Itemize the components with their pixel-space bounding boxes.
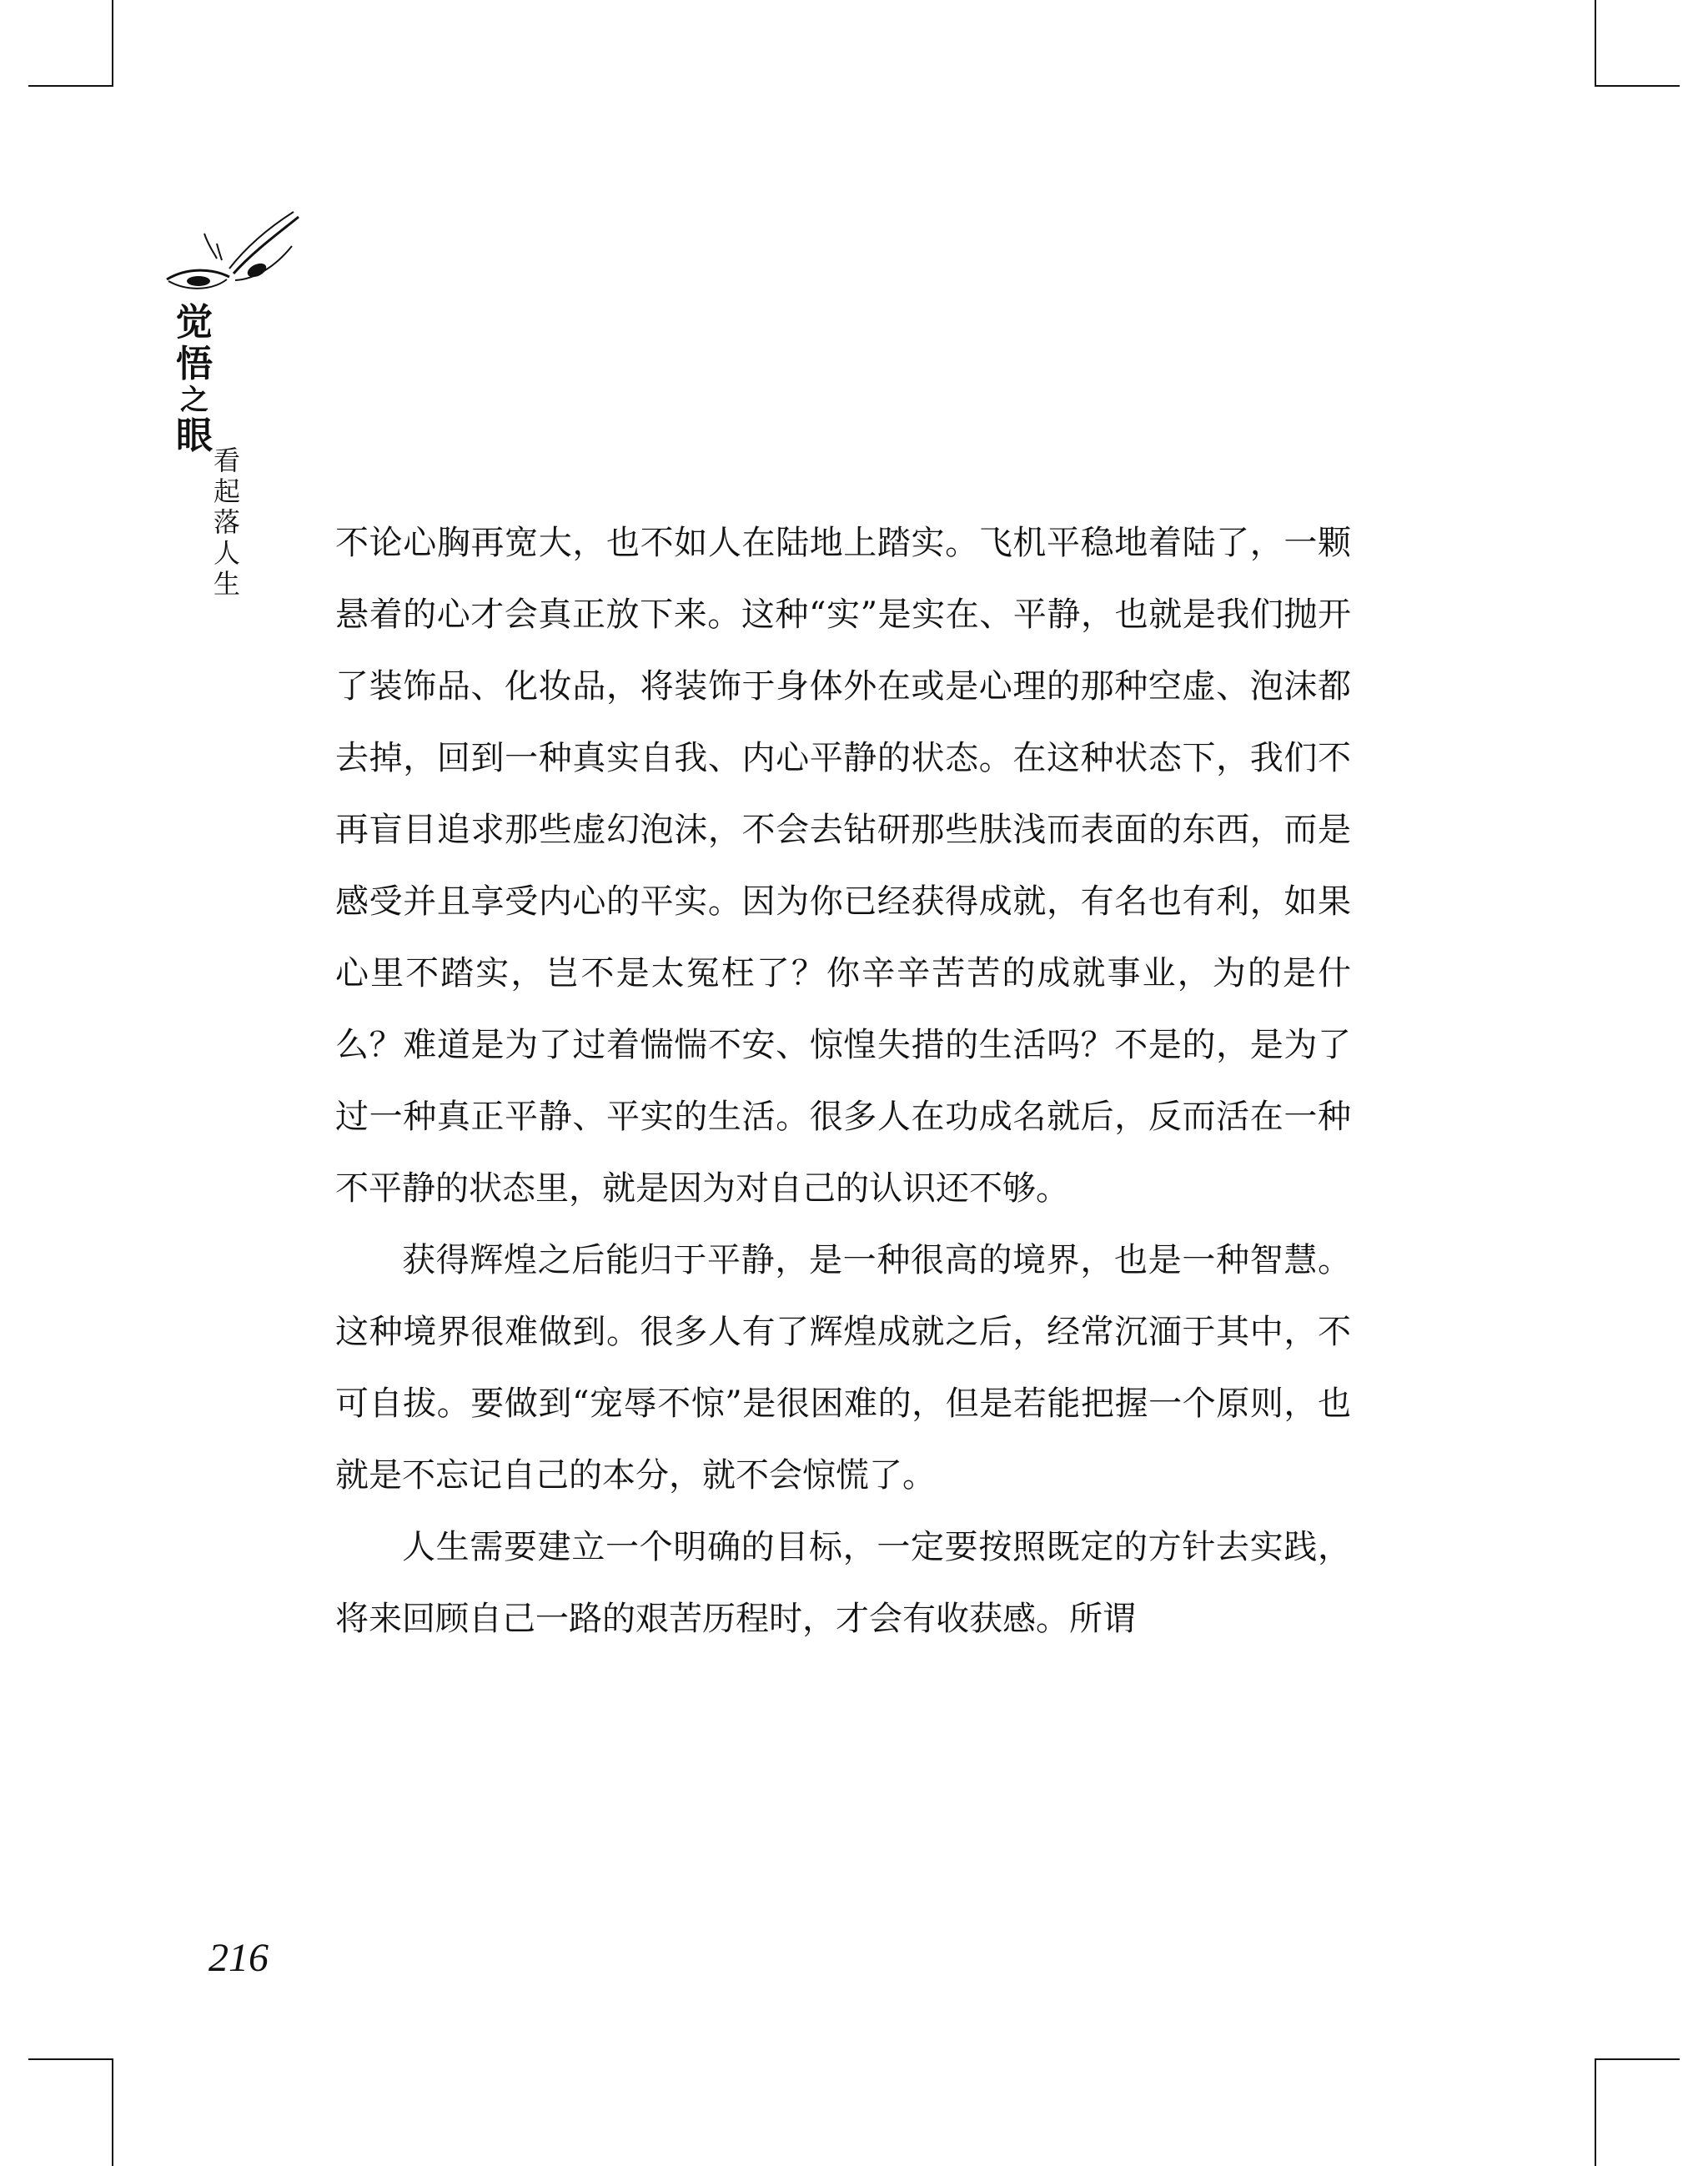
- subtitle-char: 看: [213, 445, 240, 476]
- crop-mark-top-left-horizontal: [28, 85, 113, 87]
- body-text: [335, 507, 1351, 1655]
- paragraph: 不论心胸再宽大，也不如人在陆地上踏实。飞机平稳地着陆了，一颗悬着的心才会真正放下来。这种“实”是实在、平静，也就是我们抛开了装饰品、化妆品，将装饰于身体外在或是心理的那种空虚、泡沫都去掉，回到一种真实自我、内心平静的状态。在这种状态下，我们不再盲目追求那些虚幻泡沫，不会去钻研那些肤浅而表面的东西，而是感受并且享受内心的平实。因为你已经获得成就，有名也有利，如果心里不踏实，岂不是太冤枉了？你辛辛苦苦的成就事业，为的是什么？难道是为了过着惴惴不安、惊惶失措的生活吗？不是的，是为了过一种真正平静、平实的生活。很多人在功成名就后，反而活在一种不平静的状态里，就是因为对自己的认识还不够。: [335, 524, 1351, 1208]
- crop-mark-bottom-left-vertical: [112, 2058, 113, 2166]
- crop-mark-bottom-left-horizontal: [28, 2058, 113, 2060]
- paragraph: 获得辉煌之后能归于平静，是一种很高的境界，也是一种智慧。这种境界很难做到。很多人有了辉煌成就之后，经常沉湎于其中，不可自拔。要做到“宠辱不惊”是很困难的，但是若能把握一个原则，也就是不忘记自己的本分，就不会惊慌了。: [335, 1241, 1351, 1495]
- title-char: 之: [180, 384, 208, 417]
- crop-mark-top-left-vertical: [112, 0, 113, 87]
- paragraph: 人生需要建立一个明确的目标，一定要按照既定的方针去实践，将来回顾自己一路的艰苦历程时，才会有收获感。所谓: [335, 1528, 1351, 1638]
- title-char: 觉: [176, 301, 213, 344]
- title-char: 悟: [176, 343, 213, 385]
- crop-mark-bottom-right-horizontal: [1595, 2058, 1680, 2060]
- crop-mark-bottom-right-vertical: [1595, 2058, 1596, 2166]
- book-title-vertical: [170, 302, 219, 457]
- subtitle-char: 起: [213, 475, 240, 507]
- crop-mark-top-right-vertical: [1595, 0, 1596, 87]
- subtitle-char: 人: [213, 537, 240, 569]
- crop-mark-top-right-horizontal: [1595, 85, 1680, 87]
- subtitle-char: 生: [213, 568, 240, 600]
- page-number: 216: [208, 1936, 269, 1980]
- subtitle-char: 落: [213, 506, 240, 538]
- title-char: 眼: [176, 415, 213, 457]
- book-subtitle-vertical: [210, 445, 244, 600]
